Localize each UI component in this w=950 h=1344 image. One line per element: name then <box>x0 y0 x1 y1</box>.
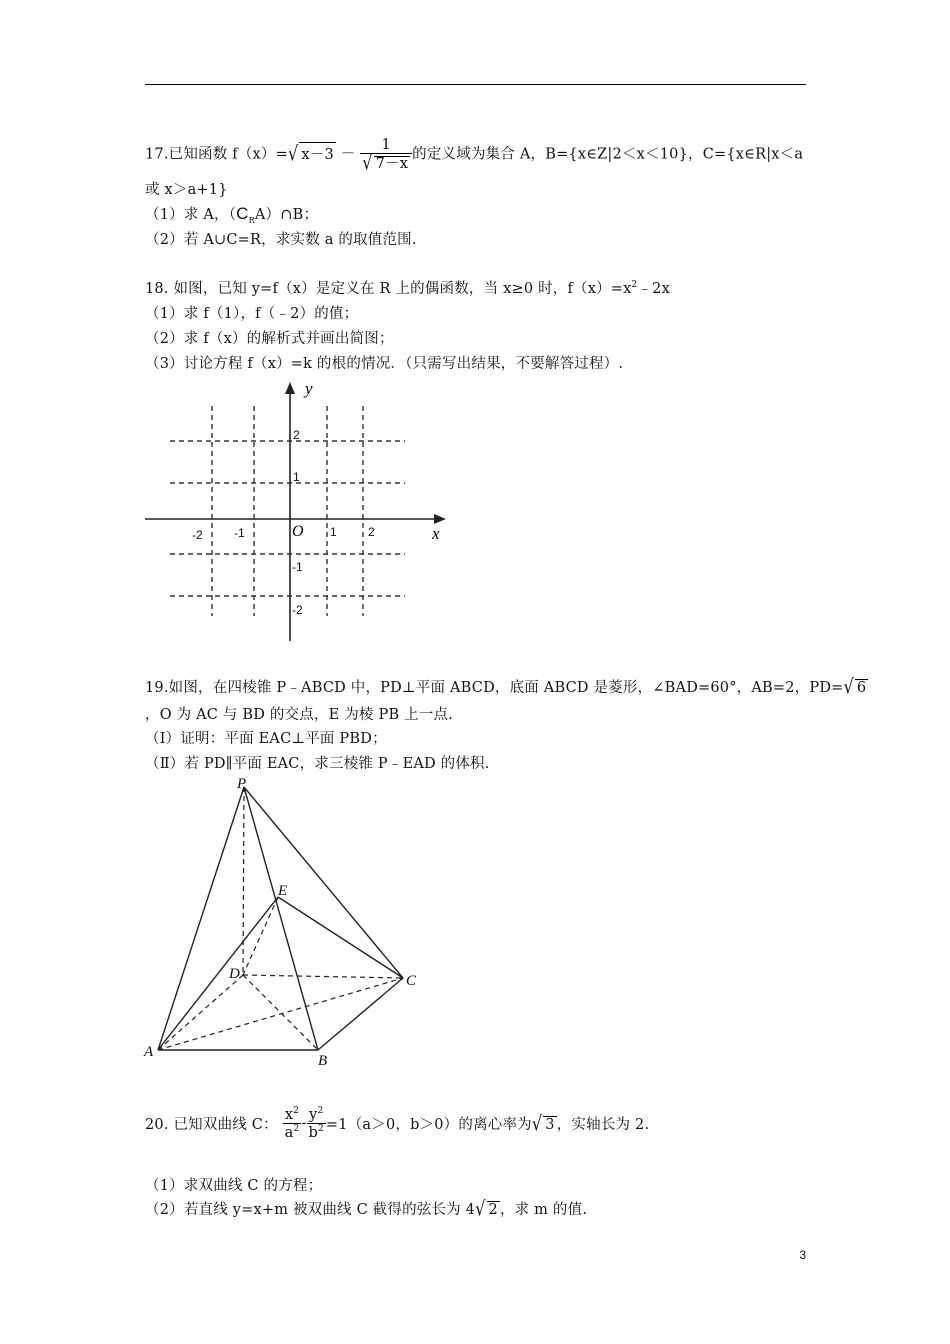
complement-symbol: C <box>236 204 249 223</box>
q17-minus: － <box>340 146 356 163</box>
frac-x-den-exp: 2 <box>293 1123 300 1134</box>
q20-text-b: =1（a＞0，b＞0）的离心率为 <box>325 1117 532 1133</box>
edge-DC-hidden <box>243 975 403 978</box>
radical-sign: √ <box>475 1196 486 1221</box>
frac-x-num-exp: 2 <box>293 1106 300 1116</box>
q19-sub2: （Ⅱ）若 PD∥平面 EAC，求三棱锥 P﹣EAD 的体积. <box>145 756 490 772</box>
frac-y-den: b <box>308 1124 318 1141</box>
q19-sub1: （Ⅰ）证明：平面 EAC⊥平面 PBD； <box>145 731 387 747</box>
frac-y-num-exp: 2 <box>317 1106 324 1116</box>
origin-label: O <box>292 523 304 540</box>
q17-text-a: 17.已知函数 f（x）= <box>145 146 288 163</box>
frac-y-num: y <box>309 1107 318 1123</box>
page-number: 3 <box>799 1248 806 1262</box>
tick-y-m1: -1 <box>292 560 303 574</box>
q20-text-c: ，实轴长为 2. <box>556 1117 650 1133</box>
q20-text-a: 20. 已知双曲线 C： <box>145 1117 278 1133</box>
frac-y-den-exp: 2 <box>317 1123 324 1134</box>
q18-sub2: （2）求 f（x）的解析式并画出简图； <box>145 331 394 347</box>
y-axis-arrow-icon <box>285 382 295 394</box>
q18-sub3: （3）讨论方程 f（x）=k 的根的情况．（只需写出结果，不要解答过程）. <box>145 356 624 372</box>
edge-AC-hidden <box>158 978 403 1050</box>
edge-AE <box>158 897 278 1050</box>
q17-sub2: （2）若 A∪C=R，求实数 a 的取值范围. <box>145 232 417 248</box>
x-axis-label: x <box>432 524 440 543</box>
q19-sqrt6: 6 <box>856 680 867 696</box>
q17-frac-den: 7－x <box>375 155 409 172</box>
vertex-label-A: A <box>144 1044 154 1060</box>
tick-x-m2: -2 <box>192 528 203 542</box>
edge-PC <box>244 787 403 978</box>
q20-sub2-b: ，求 m 的值. <box>499 1202 588 1218</box>
q18-line1 <box>145 277 670 298</box>
q20-frac-x <box>283 1107 302 1140</box>
q17-line1 <box>145 137 804 174</box>
tick-x-m1: -1 <box>234 526 245 540</box>
q18-sub1: （1）求 f（1），f（﹣2）的值； <box>145 306 359 322</box>
tick-x-1: 1 <box>330 525 337 539</box>
q17-line2: 或 x＞a+1} <box>145 182 228 198</box>
vertex-label-B: B <box>318 1053 328 1069</box>
tick-y-2: 2 <box>293 428 300 442</box>
q17-sub1-b: A）∩B； <box>254 207 319 223</box>
radical-sign: √ <box>362 150 373 174</box>
q20-sub2-a: （2）若直线 y=x+m 被双曲线 C 截得的弦长为 4 <box>145 1202 476 1218</box>
q18-text-a: 18. 如图，已知 y=f（x）是定义在 R 上的偶函数，当 x≥0 时，f（x）=x <box>145 281 632 297</box>
q17-fraction <box>360 137 412 174</box>
q19-line1 <box>145 676 868 697</box>
tick-y-1: 1 <box>293 470 300 484</box>
q20-sqrt3: 3 <box>545 1117 555 1133</box>
tick-y-m2: -2 <box>292 603 303 617</box>
header-rule <box>145 84 806 85</box>
q19-text-a: 19.如图，在四棱锥 P﹣ABCD 中，PD⊥平面 ABCD，底面 ABCD 是菱形，∠BAD=60°，AB=2，PD= <box>145 680 844 696</box>
radical-sign: √ <box>531 1111 543 1136</box>
edge-PA <box>158 787 244 1050</box>
y-axis-label: y <box>305 379 313 398</box>
q20-frac-y <box>307 1107 326 1140</box>
q17-sub1-a: （1）求 A，（ <box>145 207 237 223</box>
q20-line1: 20. 已知双曲线 C： $\frac{x^2}{a^2}$ - $\frac{y^2}{b^2}$ =1（a＞0，b＞0）的离心率为√ 3 ，实轴长为 2. <box>145 1106 650 1141</box>
q20-sqrt2: 2 <box>488 1202 498 1218</box>
q20-sub2 <box>145 1198 587 1219</box>
vertex-label-C: C <box>406 973 417 989</box>
q17-frac-num: 1 <box>381 137 391 153</box>
edge-EC <box>278 897 403 978</box>
q18-text-b: ﹣2x <box>637 281 670 297</box>
vertex-label-E: E <box>278 883 288 899</box>
pyramid-figure <box>140 775 440 1075</box>
q17-sqrt-term: x－3 <box>299 142 336 164</box>
tick-x-2: 2 <box>368 525 375 539</box>
x-axis-arrow-icon <box>434 514 446 524</box>
complement-subscript: R <box>248 215 255 225</box>
vertex-label-D: D <box>229 966 240 982</box>
vertex-label-P: P <box>237 776 247 792</box>
radical-sign: √ <box>843 674 854 699</box>
edge-PB <box>244 787 318 1050</box>
q18-exponent: 2 <box>631 280 638 290</box>
frac-x-den: a <box>284 1124 294 1141</box>
frac-x-num: x <box>284 1107 294 1123</box>
q17-sub1 <box>145 203 318 225</box>
q17-text-b: 的定义域为集合 A，B={x∈Z|2＜x＜10}，C={x∈R|x＜a <box>412 146 804 163</box>
grid-lines <box>170 406 405 616</box>
edge-PD-hidden <box>243 787 244 975</box>
q19-line2: ，O 为 AC 与 BD 的交点，E 为棱 PB 上一点. <box>145 707 454 723</box>
coordinate-grid-figure <box>140 376 460 646</box>
radical-sign: √ <box>287 141 299 165</box>
q20-sub1: （1）求双曲线 C 的方程； <box>145 1178 323 1194</box>
edge-BC <box>318 978 403 1050</box>
